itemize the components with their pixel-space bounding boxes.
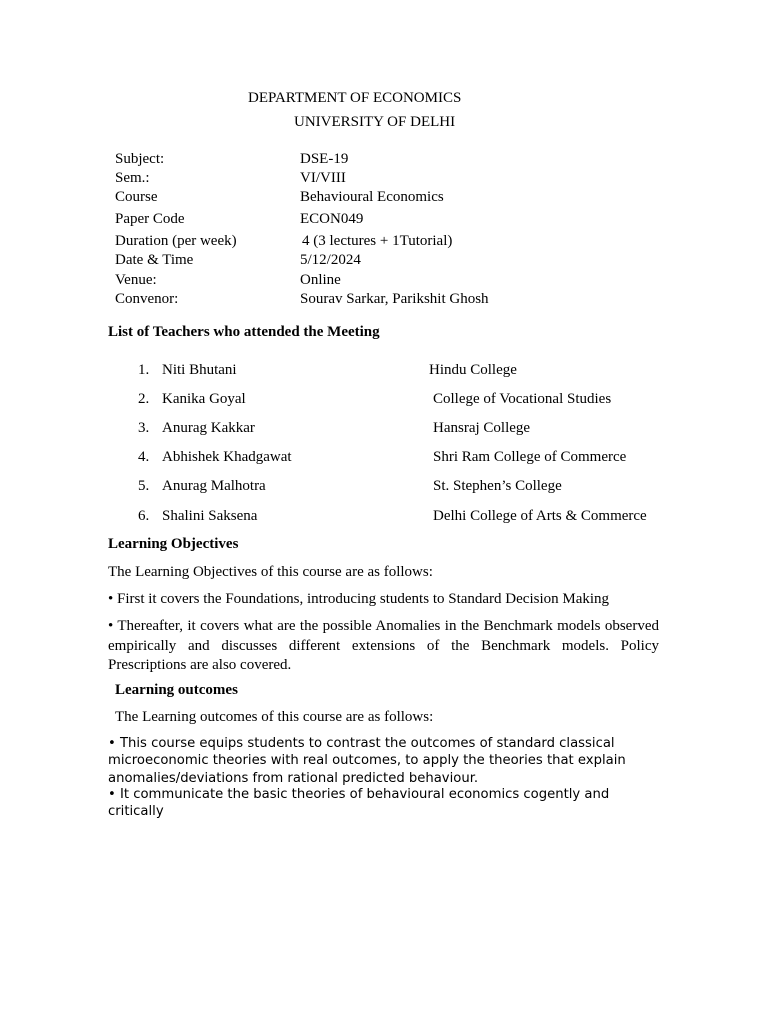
teacher-name: Anurag Malhotra <box>162 478 266 494</box>
teacher-college: Shri Ram College of Commerce <box>433 449 627 465</box>
teacher-name: Anurag Kakkar <box>162 420 255 436</box>
teachers-heading: List of Teachers who attended the Meeting <box>108 324 380 340</box>
outcome-point: • This course equips students to contrast the outcomes of standard classical microeconomic theories with real outcomes, to apply the theories that explain anomalies/deviations from rational predicted behaviour. <box>108 736 626 786</box>
subject-label: Subject: <box>115 151 165 167</box>
duration-value: 4 (3 lectures + 1Tutorial) <box>302 233 453 249</box>
duration-label: Duration (per week) <box>115 233 237 249</box>
list-number: 4. <box>138 449 150 465</box>
list-number: 3. <box>138 420 150 436</box>
objectives-heading: Learning Objectives <box>108 536 239 552</box>
date-time-value: 5/12/2024 <box>300 252 361 268</box>
objectives-intro: The Learning Objectives of this course are as follows: <box>108 564 433 580</box>
objective-point: • Thereafter, it covers what are the possible Anomalies in the Benchmark models observed empirically and discusses different extensions of the Benchmark models. Policy Prescriptions are also covered. <box>108 618 659 673</box>
teacher-college: Delhi College of Arts & Commerce <box>433 508 647 524</box>
venue-label: Venue: <box>115 272 157 288</box>
subject-value: DSE-19 <box>300 151 349 167</box>
paper-code-value: ECON049 <box>300 211 364 227</box>
sem-value: VI/VIII <box>300 170 346 186</box>
outcome-point: • It communicate the basic theories of behavioural economics cogently and critically <box>108 787 610 820</box>
teacher-name: Niti Bhutani <box>162 362 237 378</box>
convenor-value: Sourav Sarkar, Parikshit Ghosh <box>300 291 489 307</box>
teacher-college: Hansraj College <box>433 420 531 436</box>
list-number: 2. <box>138 391 150 407</box>
teacher-college: Hindu College <box>429 362 517 378</box>
course-label: Course <box>115 189 158 205</box>
outcomes-intro: The Learning outcomes of this course are as follows: <box>115 709 434 725</box>
list-number: 6. <box>138 508 150 524</box>
list-number: 5. <box>138 478 150 494</box>
sem-label: Sem.: <box>115 170 150 186</box>
outcomes-heading: Learning outcomes <box>115 682 238 698</box>
paper-code-label: Paper Code <box>115 211 185 227</box>
department-title: DEPARTMENT OF ECONOMICS <box>248 90 462 106</box>
teacher-name: Kanika Goyal <box>162 391 246 407</box>
venue-value: Online <box>300 272 341 288</box>
teacher-name: Shalini Saksena <box>162 508 258 524</box>
objective-point: • First it covers the Foundations, introducing students to Standard Decision Making <box>108 591 610 607</box>
university-title: UNIVERSITY OF DELHI <box>294 114 456 130</box>
course-value: Behavioural Economics <box>300 189 444 205</box>
teacher-college: St. Stephen’s College <box>433 478 562 494</box>
list-number: 1. <box>138 362 150 378</box>
teacher-name: Abhishek Khadgawat <box>162 449 292 465</box>
date-time-label: Date & Time <box>115 252 194 268</box>
convenor-label: Convenor: <box>115 291 179 307</box>
teacher-college: College of Vocational Studies <box>433 391 612 407</box>
